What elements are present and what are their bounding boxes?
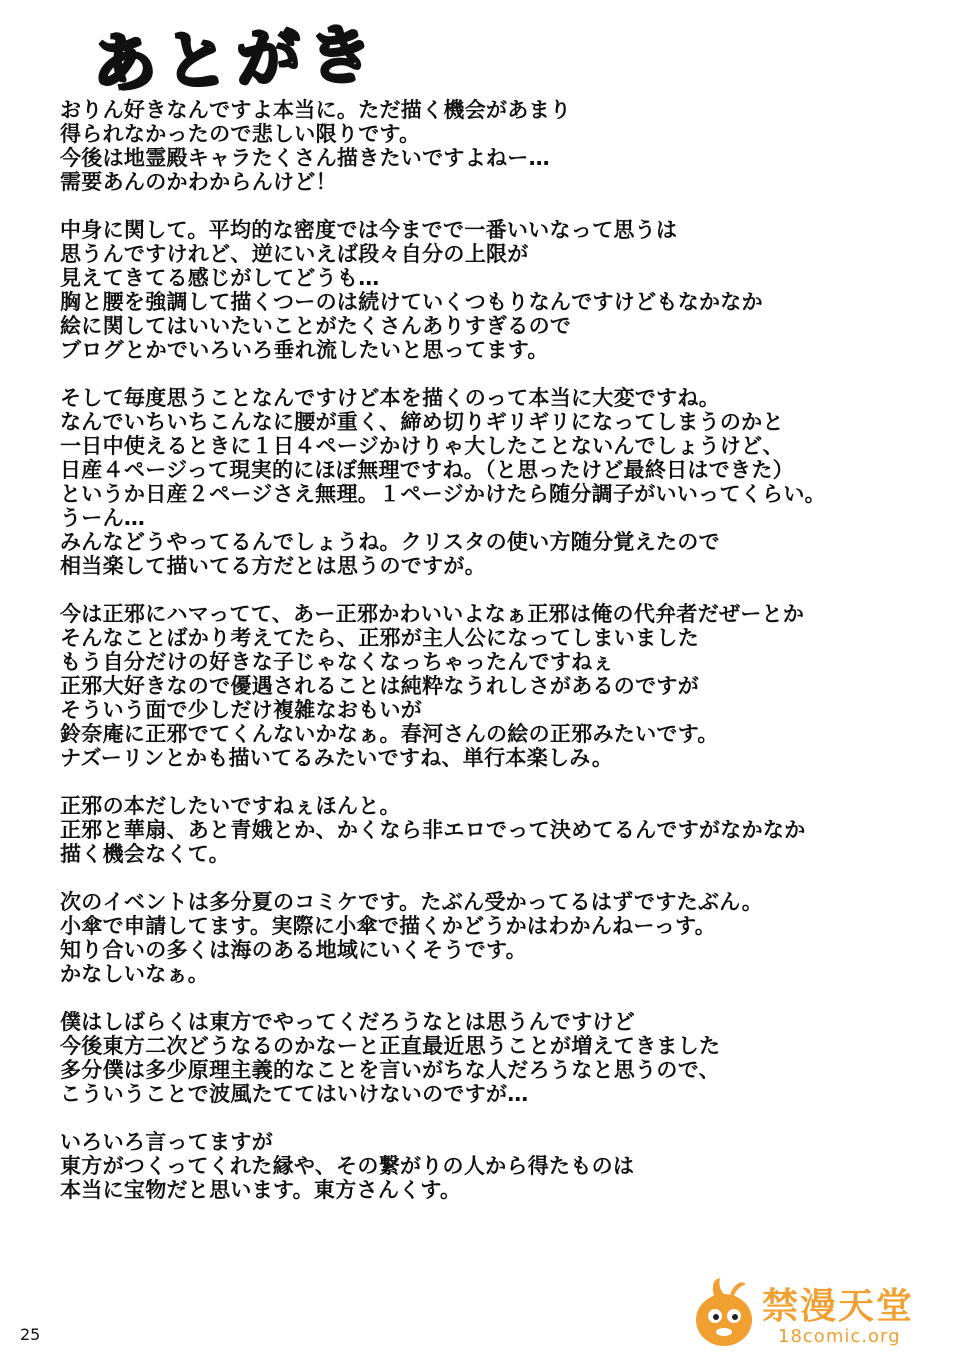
paragraph (60, 218, 920, 362)
text-line: こういうことで波風たててはいけないのですが… (60, 1082, 529, 1106)
text-line: 一日中使えるときに１日４ページかけりゃ大したことないんでしょうけど、 (60, 434, 784, 458)
text-line: かなしいなぁ。 (60, 962, 210, 986)
text-line: 中身に関して。平均的な密度では今までで一番いいなって思うは (60, 218, 678, 242)
text-line: おりん好きなんですよ本当に。ただ描く機会があまり (60, 98, 572, 122)
text-line: なんでいちいちこんなに腰が重く、締め切りギリギリになってしまうのかと (60, 410, 784, 434)
watermark-url: 18comic.org (778, 1326, 901, 1347)
text-line: ブログとかでいろいろ垂れ流したいと思ってます。 (60, 338, 549, 362)
text-line: そして毎度思うことなんですけど本を描くのって本当に大変ですね。 (60, 386, 721, 410)
text-line: 今後は地霊殿キャラたくさん描きたいですよねー… (60, 146, 550, 170)
text-line: 思うんですけれど、逆にいえば段々自分の上限が (60, 242, 529, 266)
text-line: 東方がつくってくれた縁や、その繋がりの人から得たものは (60, 1154, 635, 1178)
text-line: 鈴奈庵に正邪でてくんないかなぁ。春河さんの絵の正邪みたいです。 (60, 722, 719, 746)
paragraph (60, 794, 920, 866)
text-line: 多分僕は多少原理主義的なことを言いがちな人だろうなと思うので、 (60, 1058, 720, 1082)
paragraph (60, 1010, 920, 1106)
paragraph (60, 1130, 920, 1202)
paragraph (60, 98, 920, 194)
site-watermark (690, 1270, 952, 1358)
paragraph (60, 602, 920, 770)
text-line: 絵に関してはいいたいことがたくさんありすぎるので (60, 314, 572, 338)
text-line: みんなどうやってるんでしょうね。クリスタの使い方随分覚えたので (60, 530, 720, 554)
text-line: 胸と腰を強調して描くつーのは続けていくつもりなんですけどもなかなか (60, 290, 763, 314)
text-line: 今は正邪にハマってて、あー正邪かわいいよなぁ正邪は俺の代弁者だぜーとか (60, 602, 805, 626)
text-line: 描く機会なくて。 (60, 842, 230, 866)
text-line: 小傘で申請してます。実際に小傘で描くかどうかはわかんねーっす。 (60, 914, 717, 938)
text-line: そういう面で少しだけ複雑なおもいが (60, 698, 423, 722)
text-line: 見えてきてる感じがしてどうも… (60, 266, 380, 290)
text-line: ナズーリンとかも描いてるみたいですね、単行本楽しみ。 (60, 746, 614, 770)
text-line: 正邪と華扇、あと青娥とか、かくなら非エロでって決めてるんですがなかなか (60, 818, 806, 842)
paragraph (60, 890, 920, 986)
text-line: 得られなかったので悲しい限りです。 (60, 122, 421, 146)
text-line: 正邪の本だしたいですねぇほんと。 (60, 794, 401, 818)
text-line: もう自分だけの好きな子じゃなくなっちゃったんですねぇ (60, 650, 614, 674)
text-line: というか日産２ページさえ無理。１ページかけたら随分調子がいいってくらい。 (60, 482, 826, 506)
paragraph (60, 386, 920, 578)
text-line: 正邪大好きなので優遇されることは純粋なうれしさがあるのですが (60, 674, 699, 698)
text-line: 僕はしばらくは東方でやってくだろうなとは思うんですけど (60, 1010, 636, 1034)
text-line: 次のイベントは多分夏のコミケです。たぶん受かってるはずですたぶん。 (60, 890, 764, 914)
text-line: 知り合いの多くは海のある地域にいくそうです。 (60, 938, 527, 962)
afterword-body (60, 98, 920, 1226)
text-line: いろいろ言ってますが (60, 1130, 273, 1154)
text-line: うーん… (60, 506, 146, 530)
text-line: 相当楽して描いてる方だとは思うのですが。 (60, 554, 486, 578)
watermark-name: 禁漫天堂 (762, 1286, 915, 1327)
text-line: 需要あんのかわからんけど！ (60, 170, 337, 194)
page-title: あとがき (91, 17, 382, 102)
page-number: 25 (20, 1325, 41, 1344)
text-line: 本当に宝物だと思います。東方さんくす。 (60, 1178, 462, 1202)
text-line: 今後東方二次どうなるのかなーと正直最近思うことが増えてきました (60, 1034, 721, 1058)
mascot-logo-icon (690, 1274, 760, 1354)
text-line: 日産４ページって現実的にほぼ無理ですね。（と思ったけど最終日はできた） (60, 458, 794, 482)
text-line: そんなことばかり考えてたら、正邪が主人公になってしまいました (60, 626, 699, 650)
